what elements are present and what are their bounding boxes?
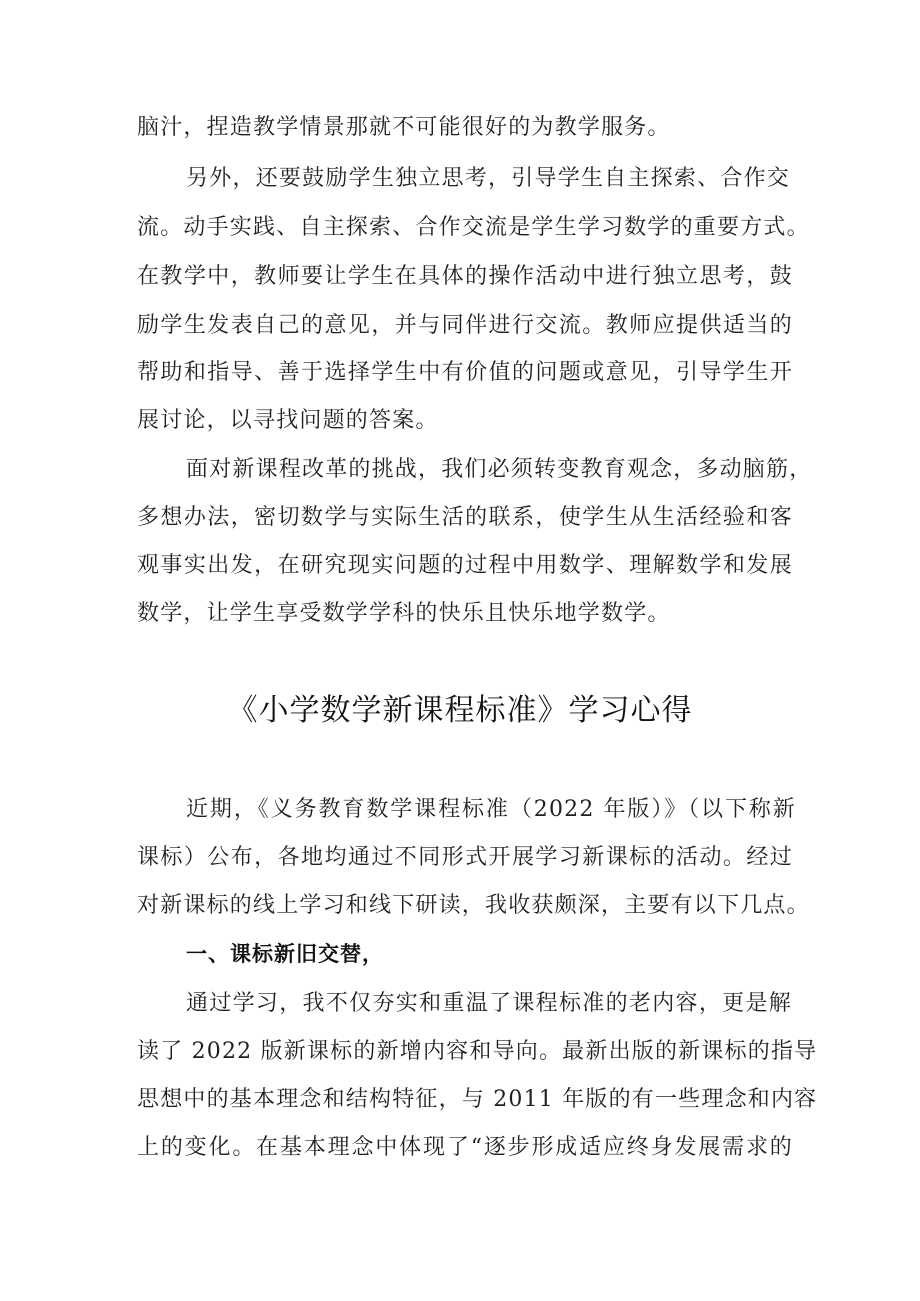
paragraph-line: 思想中的基本理念和结构特征，与 2011 年版的有一些理念和内容: [137, 1087, 818, 1112]
paragraph-line: 上的变化。在基本理念中体现了“逐步形成适应终身发展需求的: [137, 1135, 793, 1160]
paragraph-line: 脑汁，捏造教学情景那就不可能很好的为教学服务。: [137, 115, 671, 140]
paragraph-line: 在教学中，教师要让学生在具体的操作活动中进行独立思考，鼓: [137, 264, 793, 289]
paragraph-line: 课标）公布，各地均通过不同形式开展学习新课标的活动。经过: [137, 845, 793, 870]
paragraph-line: 帮助和指导、善于选择学生中有价值的问题或意见，引导学生开: [137, 360, 793, 385]
paragraph-line: 面对新课程改革的挑战，我们必须转变教育观念，多动脑筋，: [186, 457, 813, 482]
section-heading: 一、课标新旧交替，: [186, 942, 384, 966]
paragraph-line: 近期，《义务教育数学课程标准（2022 年版）》（以下称新: [186, 797, 796, 822]
paragraph-line: 另外，还要鼓励学生独立思考，引导学生自主探索、合作交: [186, 166, 790, 191]
paragraph-line: 展讨论，以寻找问题的答案。: [137, 408, 439, 433]
document-title: 《小学数学新课程标准》学习心得: [227, 693, 693, 728]
paragraph-line: 多想办法，密切数学与实际生活的联系，使学生从生活经验和客: [137, 505, 793, 530]
paragraph-line: 读了 2022 版新课标的新增内容和导向。最新出版的新课标的指导: [137, 1039, 818, 1064]
paragraph-line: 励学生发表自己的意见，并与同伴进行交流。教师应提供适当的: [137, 313, 793, 338]
paragraph-line: 对新课标的线上学习和线下研读，我收获颇深，主要有以下几点。: [137, 893, 810, 918]
paragraph-line: 数学，让学生享受数学学科的快乐且快乐地学数学。: [137, 601, 671, 626]
paragraph-line: 通过学习，我不仅夯实和重温了课程标准的老内容，更是解: [186, 991, 792, 1016]
paragraph-line: 流。动手实践、自主探索、合作交流是学生学习数学的重要方式。: [137, 215, 810, 240]
paragraph-line: 观事实出发，在研究现实问题的过程中用数学、理解数学和发展: [137, 553, 793, 578]
